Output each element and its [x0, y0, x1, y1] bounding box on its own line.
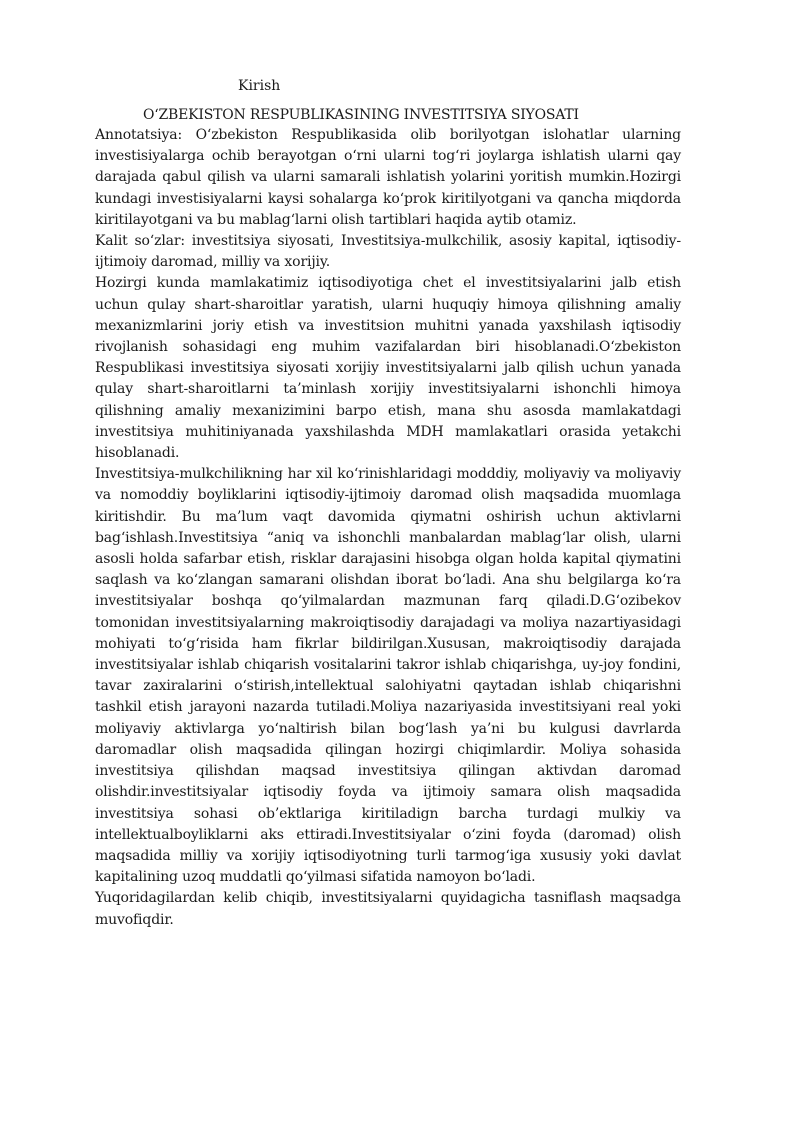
body-paragraph: Hozirgi kunda mamlakatimiz iqtisodiyotiga chet el investitsiyalarini jalb etish uchun qulay shart-sharoitlar yaratish, ularni huquqiy himoya qilishning amaliy mexanizmlarini joriy etish va investitsion muhitni yanada yaxshilash iqtisodiy rivojlanish sohasidagi eng muhim vazifalardan biri hisoblanadi.O‘zbekiston Respublikasi investitsiya siyosati xorijiy investitsiyalarni jalb qilish uchun yanada qulay shart-sharoitlarni ta’minlash xorijiy investitsiyalarni ishonchli himoya qilishning amaliy mexanizimini barpo etish, mana shu asosda mamlakatdagi investitsiya muhitiniyanada yaxshilashda MDH mamlakatlari orasida yetakchi hisoblanadi.	[95, 275, 681, 462]
section-heading: Kirish	[238, 78, 281, 94]
body-paragraph: Yuqoridagilardan kelib chiqib, investitsiyalarni quyidagicha tasniflash maqsadga muvofiqdir.	[95, 890, 681, 928]
annotation-paragraph: Annotatsiya: O‘zbekiston Respublikasida olib borilyotgan islohatlar ularning investisiyalarga ochib berayotgan o‘rni ularni tog‘ri joylarga ishlatish ularni qay darajada qabul qilish va ularni samarali ishlatish yolarini yoritish mumkin.Hozirgi kundagi investisiyalarni kaysi sohalarga ko‘prok kiritilyotgani va qancha miqdorda kiritilayotgani va bu mablag‘larni olish tartiblari haqida aytib otamiz.	[95, 127, 681, 228]
body-paragraph: Investitsiya-mulkchilikning har xil ko‘rinishlaridagi modddiy, moliyaviy va moliyaviy va nomoddiy boyliklarini iqtisodiy-ijtimoiy daromad olish maqsadida muomlaga kiritishdir. Bu ma’lum vaqt davomida qiymatni oshirish uchun aktivlarni bag‘ishlash.Investitsiya “aniq va ishonchli manbalardan mablag‘lar olish, ularni asosli holda safarbar etish, risklar darajasini hisobga olgan holda kapital qiymatini saqlash va ko‘zlangan samarani olishdan iborat bo‘ladi. Ana shu belgilarga ko‘ra investitsiyalar boshqa qo‘yilmalardan mazmunan farq qiladi.D.G‘ozibekov tomonidan investitsiyalarning makroiqtisodiy darajadagi va moliya nazartiyasidagi mohiyati to‘g‘risida ham fikrlar bildirilgan.Xususan, makroiqtisodiy darajada investitsiyalar ishlab chiqarish vositalarini takror ishlab chiqarishga, uy-joy fondini, tavar zaxiralarini o‘stirish,intellektual salohiyatni qaytadan ishlab chiqarishni tashkil etish jarayoni nazarda tutiladi.Moliya nazariyasida investitsiyani real yoki moliyaviy aktivlarga yo‘naltirish bilan bog‘lash ya’ni bu kulgusi davrlarda daromadlar olish maqsadida qilingan hozirgi chiqimlardir. Moliya sohasida investitsiya qilishdan maqsad investitsiya qilingan aktivdan daromad olishdir.investitsiyalar iqtisodiy foyda va ijtimoiy samara olish maqsadida investitsiya sohasi ob’ektlariga kiritiladign barcha turdagi mulkiy va intellektualboyliklarni aks ettiradi.Investitsiyalar o‘zini foyda (daromad) olish maqsadida milliy va xorijiy iqtisodiyotning turli tarmog‘iga xususiy yoki davlat kapitalining uzoq muddatli qo‘yilmasi sifatida namoyon bo‘ladi.	[95, 466, 681, 886]
keywords-paragraph: Kalit so‘zlar: investitsiya siyosati, Investitsiya-mulkchilik, asosiy kapital, iqtisodiy-ijtimoiy daromad, milliy va xorijiy.	[95, 233, 681, 271]
body-text	[95, 125, 681, 931]
document-title: O‘ZBEKISTON RESPUBLIKASINING INVESTITSIYA SIYOSATI	[143, 107, 579, 123]
